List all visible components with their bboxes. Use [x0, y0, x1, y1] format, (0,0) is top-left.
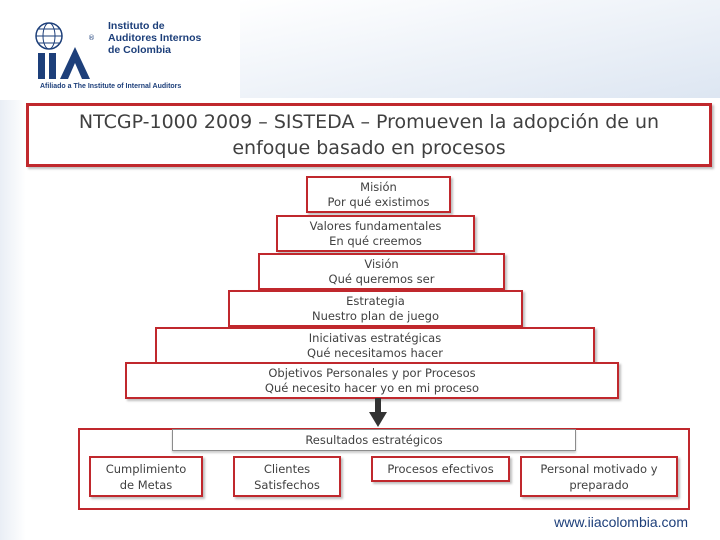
pyramid-level-title: Misión — [360, 179, 397, 194]
website-link[interactable]: www.iiacolombia.com — [554, 514, 688, 530]
iia-logo — [30, 20, 230, 95]
result-line-2: preparado — [569, 477, 629, 492]
pyramid-level-iniciativas — [155, 327, 595, 364]
result-procesos — [371, 456, 510, 482]
pyramid-level-subtitle: Por qué existimos — [327, 194, 430, 209]
logo-line-1: Instituto de — [108, 20, 165, 32]
result-cumplimiento — [89, 456, 203, 497]
decorative-top-band — [240, 0, 720, 98]
pyramid-level-title: Visión — [364, 256, 399, 271]
result-clientes — [233, 456, 341, 497]
logo-affiliation: Afiliado a The Institute of Internal Auditors — [40, 83, 182, 90]
results-header: Resultados estratégicos — [172, 429, 576, 451]
pyramid-level-objetivos — [125, 362, 619, 399]
pyramid-level-vision — [258, 253, 505, 290]
logo-line-3: de Colombia — [108, 44, 172, 56]
pyramid-level-estrategia — [228, 290, 523, 327]
pyramid-level-subtitle: Nuestro plan de juego — [311, 308, 440, 323]
slide-title-box — [26, 103, 712, 167]
pyramid-level-mision — [306, 176, 451, 213]
result-line-1: Personal motivado y — [540, 461, 658, 476]
result-line-1: Procesos efectivos — [387, 462, 494, 476]
globe-icon — [30, 20, 108, 82]
down-arrow-icon — [369, 398, 387, 428]
logo-text — [108, 20, 238, 56]
registered-mark: ® — [88, 34, 95, 42]
pyramid-level-subtitle: Qué necesitamos hacer — [307, 345, 443, 360]
pyramid-level-subtitle: Qué queremos ser — [328, 271, 435, 286]
pyramid-level-title: Valores fundamentales — [309, 218, 442, 233]
pyramid-level-subtitle: En qué creemos — [329, 233, 422, 248]
pyramid-level-title: Iniciativas estratégicas — [308, 330, 442, 345]
result-line-2: de Metas — [119, 477, 173, 492]
result-line-2: Satisfechos — [254, 477, 320, 492]
decorative-left-band — [0, 100, 26, 540]
result-line-1: Cumplimiento — [105, 461, 187, 476]
pyramid-level-subtitle: Qué necesito hacer yo en mi proceso — [264, 380, 480, 395]
pyramid-level-title: Estrategia — [346, 293, 405, 308]
pyramid-level-valores — [276, 215, 475, 252]
pyramid-level-title: Objetivos Personales y por Procesos — [268, 365, 476, 380]
result-personal — [520, 456, 678, 497]
slide-title: NTCGP-1000 2009 – SISTEDA – Promueven la adopción de un enfoque basado en procesos — [78, 111, 660, 159]
logo-line-2: Auditores Internos — [108, 32, 202, 44]
result-line-1: Clientes — [263, 461, 311, 476]
